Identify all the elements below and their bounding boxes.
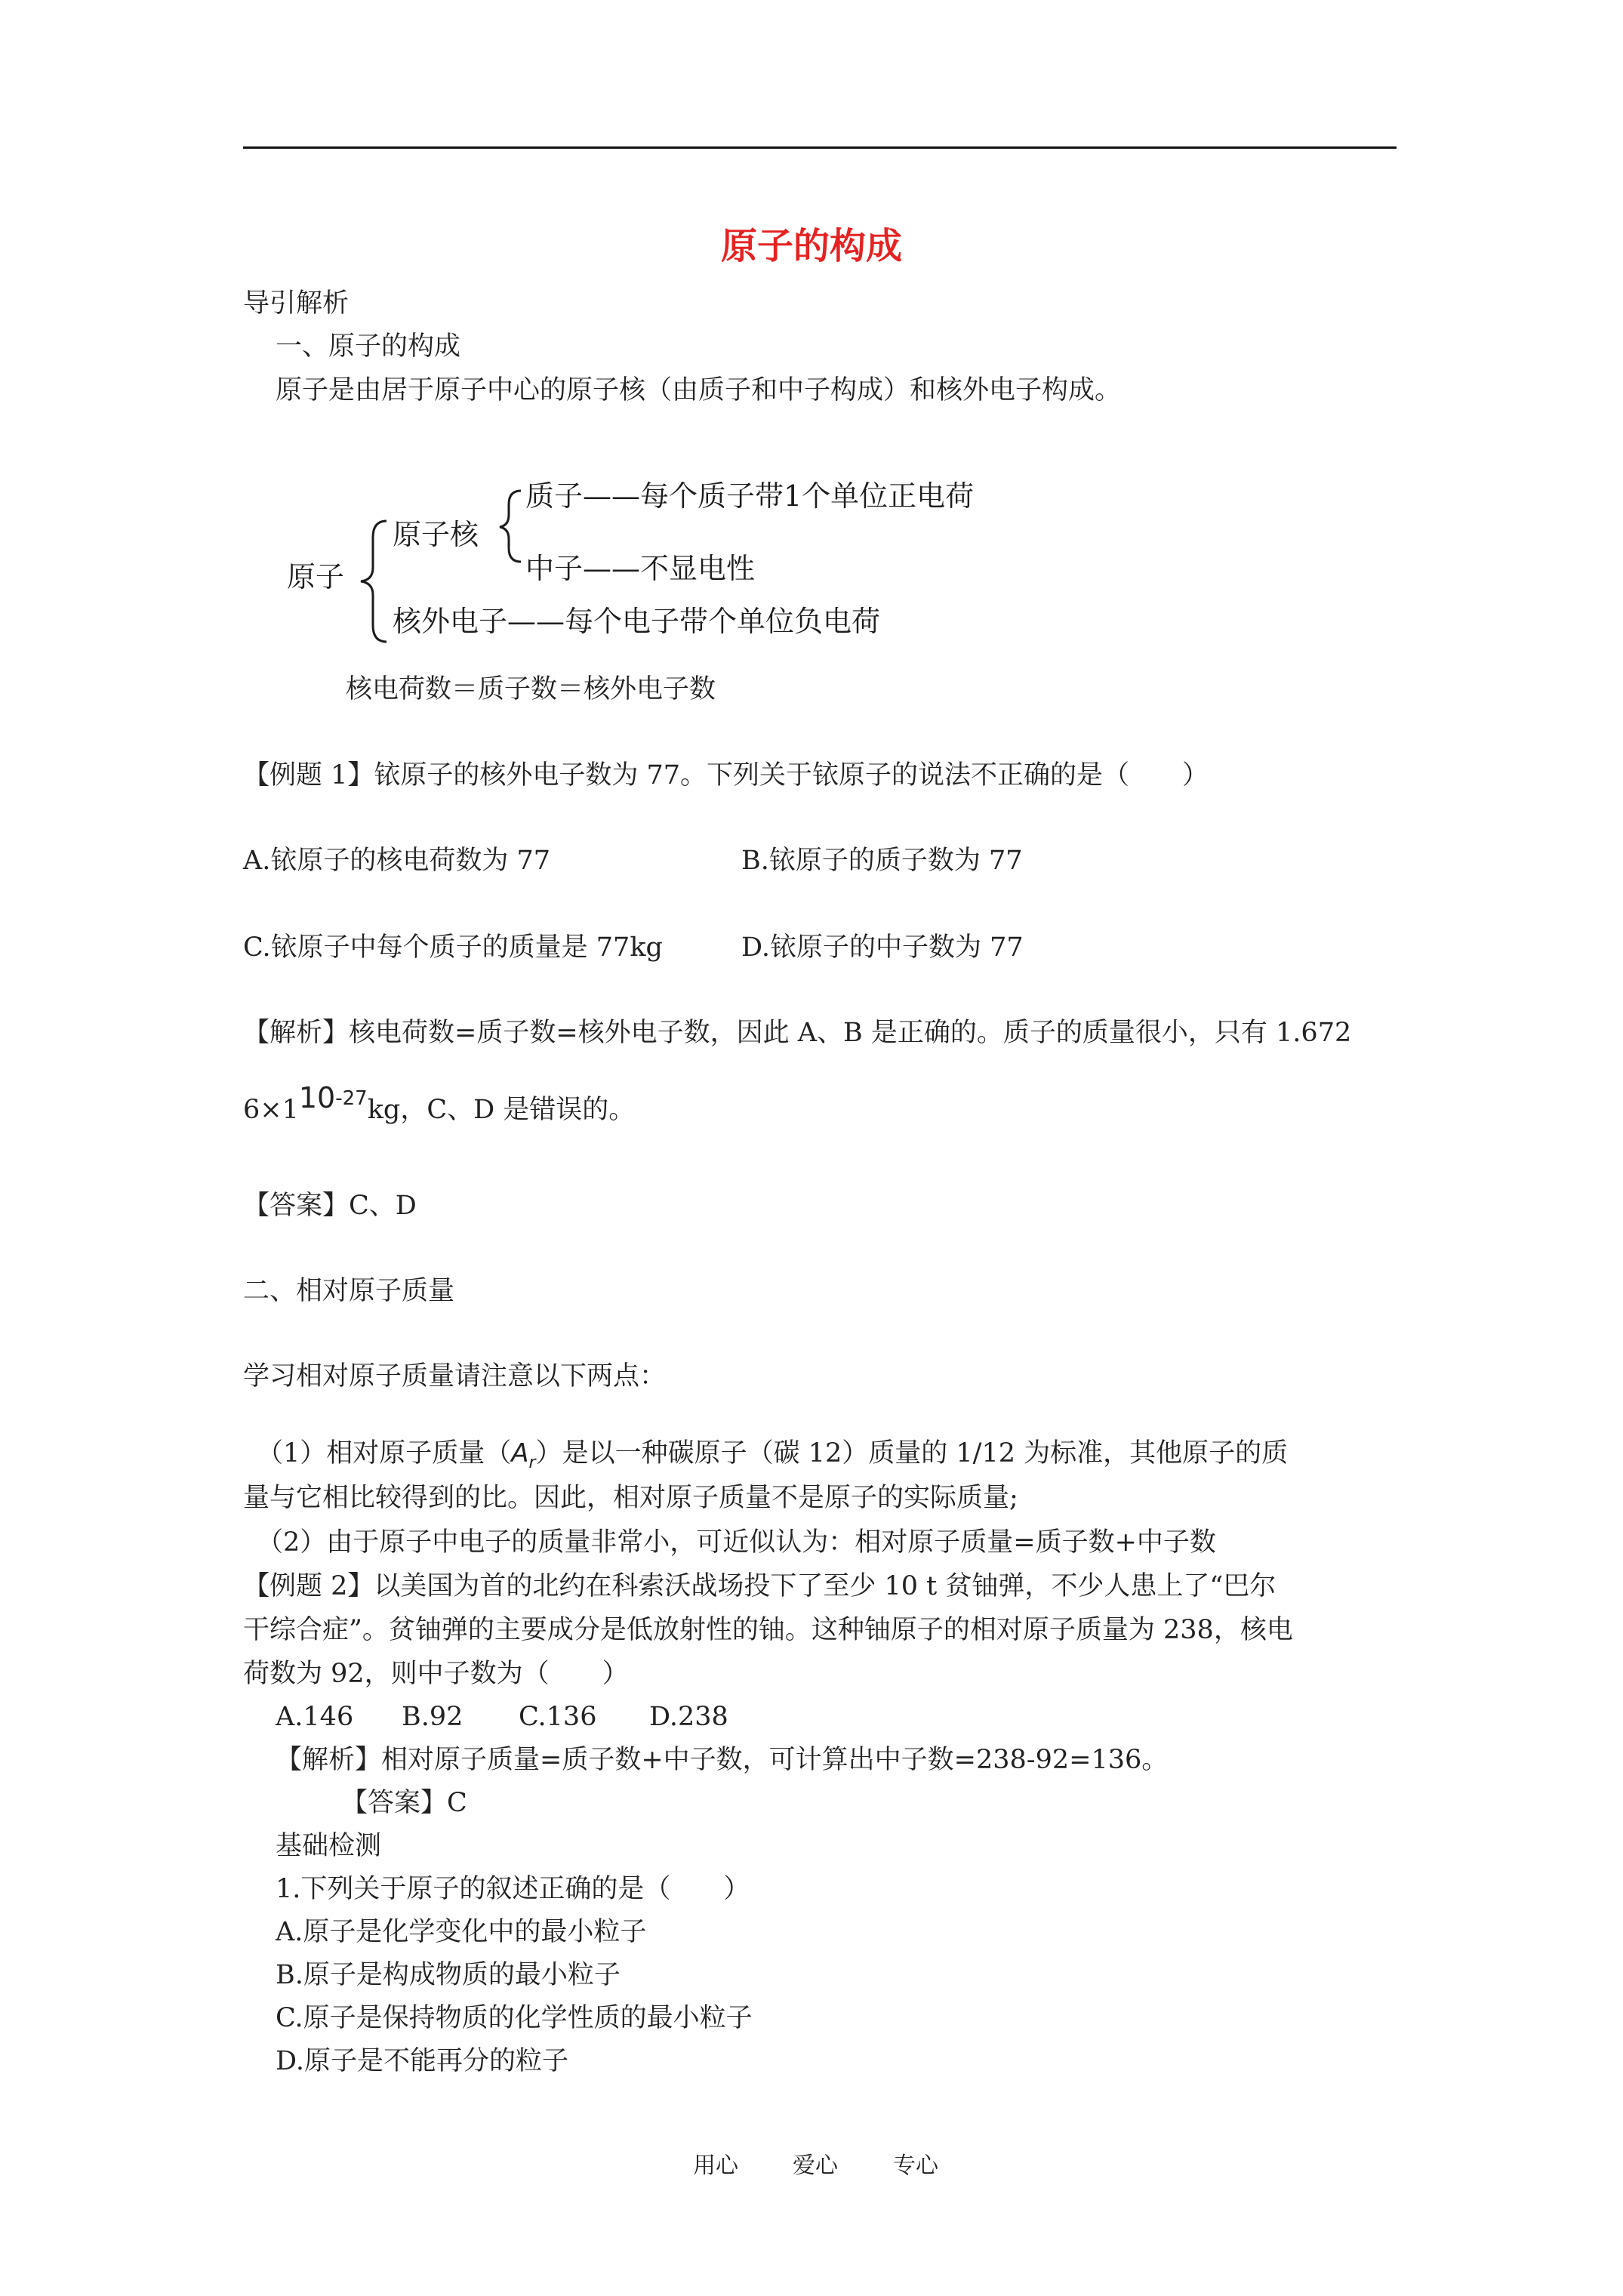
nucleus-brace bbox=[500, 491, 521, 562]
basic-check-option-c: C.原子是保持物质的化学性质的最小粒子 bbox=[276, 2003, 753, 2033]
section2-intro: 学习相对原子质量请注意以下两点： bbox=[243, 1361, 667, 1391]
relative-mass-symbol-sub: r bbox=[528, 1453, 536, 1472]
basic-check-option-d: D.原子是不能再分的粒子 bbox=[276, 2046, 568, 2076]
example1-option-b: B.铱原子的质子数为 77 bbox=[741, 846, 1023, 876]
analysis-unit-text: kg，C、D 是错误的。 bbox=[367, 1095, 636, 1125]
example2-option-d: D.238 bbox=[649, 1702, 728, 1732]
example2-option-c: C.136 bbox=[519, 1702, 597, 1732]
footer-text-1: 用心 bbox=[693, 2153, 738, 2179]
footer-text-2: 爱心 bbox=[793, 2153, 838, 2179]
example1-option-a: A.铱原子的核电荷数为 77 bbox=[243, 846, 551, 876]
section2-heading: 二、相对原子质量 bbox=[243, 1276, 455, 1306]
analysis-coefficient: 6×1 bbox=[243, 1095, 299, 1125]
example1-option-d: D.铱原子的中子数为 77 bbox=[741, 932, 1024, 963]
section2-point1-line2: 量与它相比较得到的比。因此，相对原子质量不是原子的实际质量; bbox=[243, 1483, 1018, 1513]
basic-check-heading: 基础检测 bbox=[276, 1831, 382, 1861]
relative-mass-symbol bbox=[511, 1438, 536, 1472]
example2-answer: 【答案】C bbox=[341, 1788, 467, 1818]
footer-text-3: 专心 bbox=[893, 2153, 938, 2179]
section1-intro: 原子是由居于原子中心的原子核（由质子和中子构成）和核外电子构成。 bbox=[276, 375, 1122, 405]
example1-answer: 【答案】C、D bbox=[243, 1191, 417, 1221]
header-rule bbox=[243, 146, 1397, 149]
analysis-power-base: 10 bbox=[298, 1081, 336, 1114]
example2-line2: 干综合症”。贫铀弹的主要成分是低放射性的铀。这种铀原子的相对原子质量为 238，核电 bbox=[243, 1615, 1293, 1645]
guide-heading: 导引解析 bbox=[243, 288, 350, 319]
example2-analysis: 【解析】相对原子质量=质子数+中子数，可计算出中子数=238-92=136。 bbox=[276, 1745, 1169, 1775]
basic-check-option-b: B.原子是构成物质的最小粒子 bbox=[276, 1960, 621, 1990]
section2-point1-line1 bbox=[257, 1437, 1288, 1480]
atom-structure-diagram bbox=[281, 468, 1036, 649]
section1-heading: 一、原子的构成 bbox=[276, 331, 461, 362]
diagram-neutron-label: 中子——不显电性 bbox=[525, 552, 756, 585]
section2-point2: （2）由于原子中电子的质量非常小，可近似认为：相对原子质量=质子数+中子数 bbox=[257, 1527, 1216, 1558]
example2-line1: 【例题 2】以美国为首的北约在科索沃战场投下了至少 10 t 贫铀弹，不少人患上了“巴尔 bbox=[243, 1571, 1277, 1601]
example1-question: 【例题 1】铱原子的核外电子数为 77。下列关于铱原子的说法不正确的是（ ） bbox=[243, 760, 1209, 791]
analysis-exponent: -27 bbox=[335, 1087, 368, 1110]
example2-option-b: B.92 bbox=[402, 1702, 463, 1732]
atom-brace bbox=[361, 521, 387, 642]
diagram-atom-label: 原子 bbox=[287, 560, 345, 593]
diagram-nucleus-label: 原子核 bbox=[393, 518, 479, 551]
diagram-electron-label: 核外电子——每个电子带个单位负电荷 bbox=[393, 605, 881, 638]
basic-check-option-a: A.原子是化学变化中的最小粒子 bbox=[276, 1917, 647, 1947]
basic-check-question: 1.下列关于原子的叙述正确的是（ ） bbox=[276, 1874, 750, 1904]
example1-option-c: C.铱原子中每个质子的质量是 77kg bbox=[243, 932, 663, 963]
diagram-proton-label: 质子——每个质子带1个单位正电荷 bbox=[525, 479, 975, 513]
example1-analysis-line2 bbox=[243, 1081, 636, 1129]
relative-mass-symbol-letter: A bbox=[511, 1438, 529, 1469]
example1-analysis-line1: 【解析】核电荷数=质子数=核外电子数，因此 A、B 是正确的。质子的质量很小，只有 1.672 bbox=[243, 1018, 1352, 1048]
example2-option-a: A.146 bbox=[276, 1702, 354, 1732]
page-title: 原子的构成 bbox=[720, 225, 902, 267]
charge-equation: 核电荷数＝质子数＝核外电子数 bbox=[346, 674, 716, 704]
point1-text-a: （1）相对原子质量（ bbox=[257, 1438, 512, 1469]
example2-line3: 荷数为 92，则中子数为（ ） bbox=[243, 1659, 629, 1689]
point1-text-b: ）是以一种碳原子（碳 12）质量的 1/12 为标准，其他原子的质 bbox=[535, 1438, 1289, 1469]
